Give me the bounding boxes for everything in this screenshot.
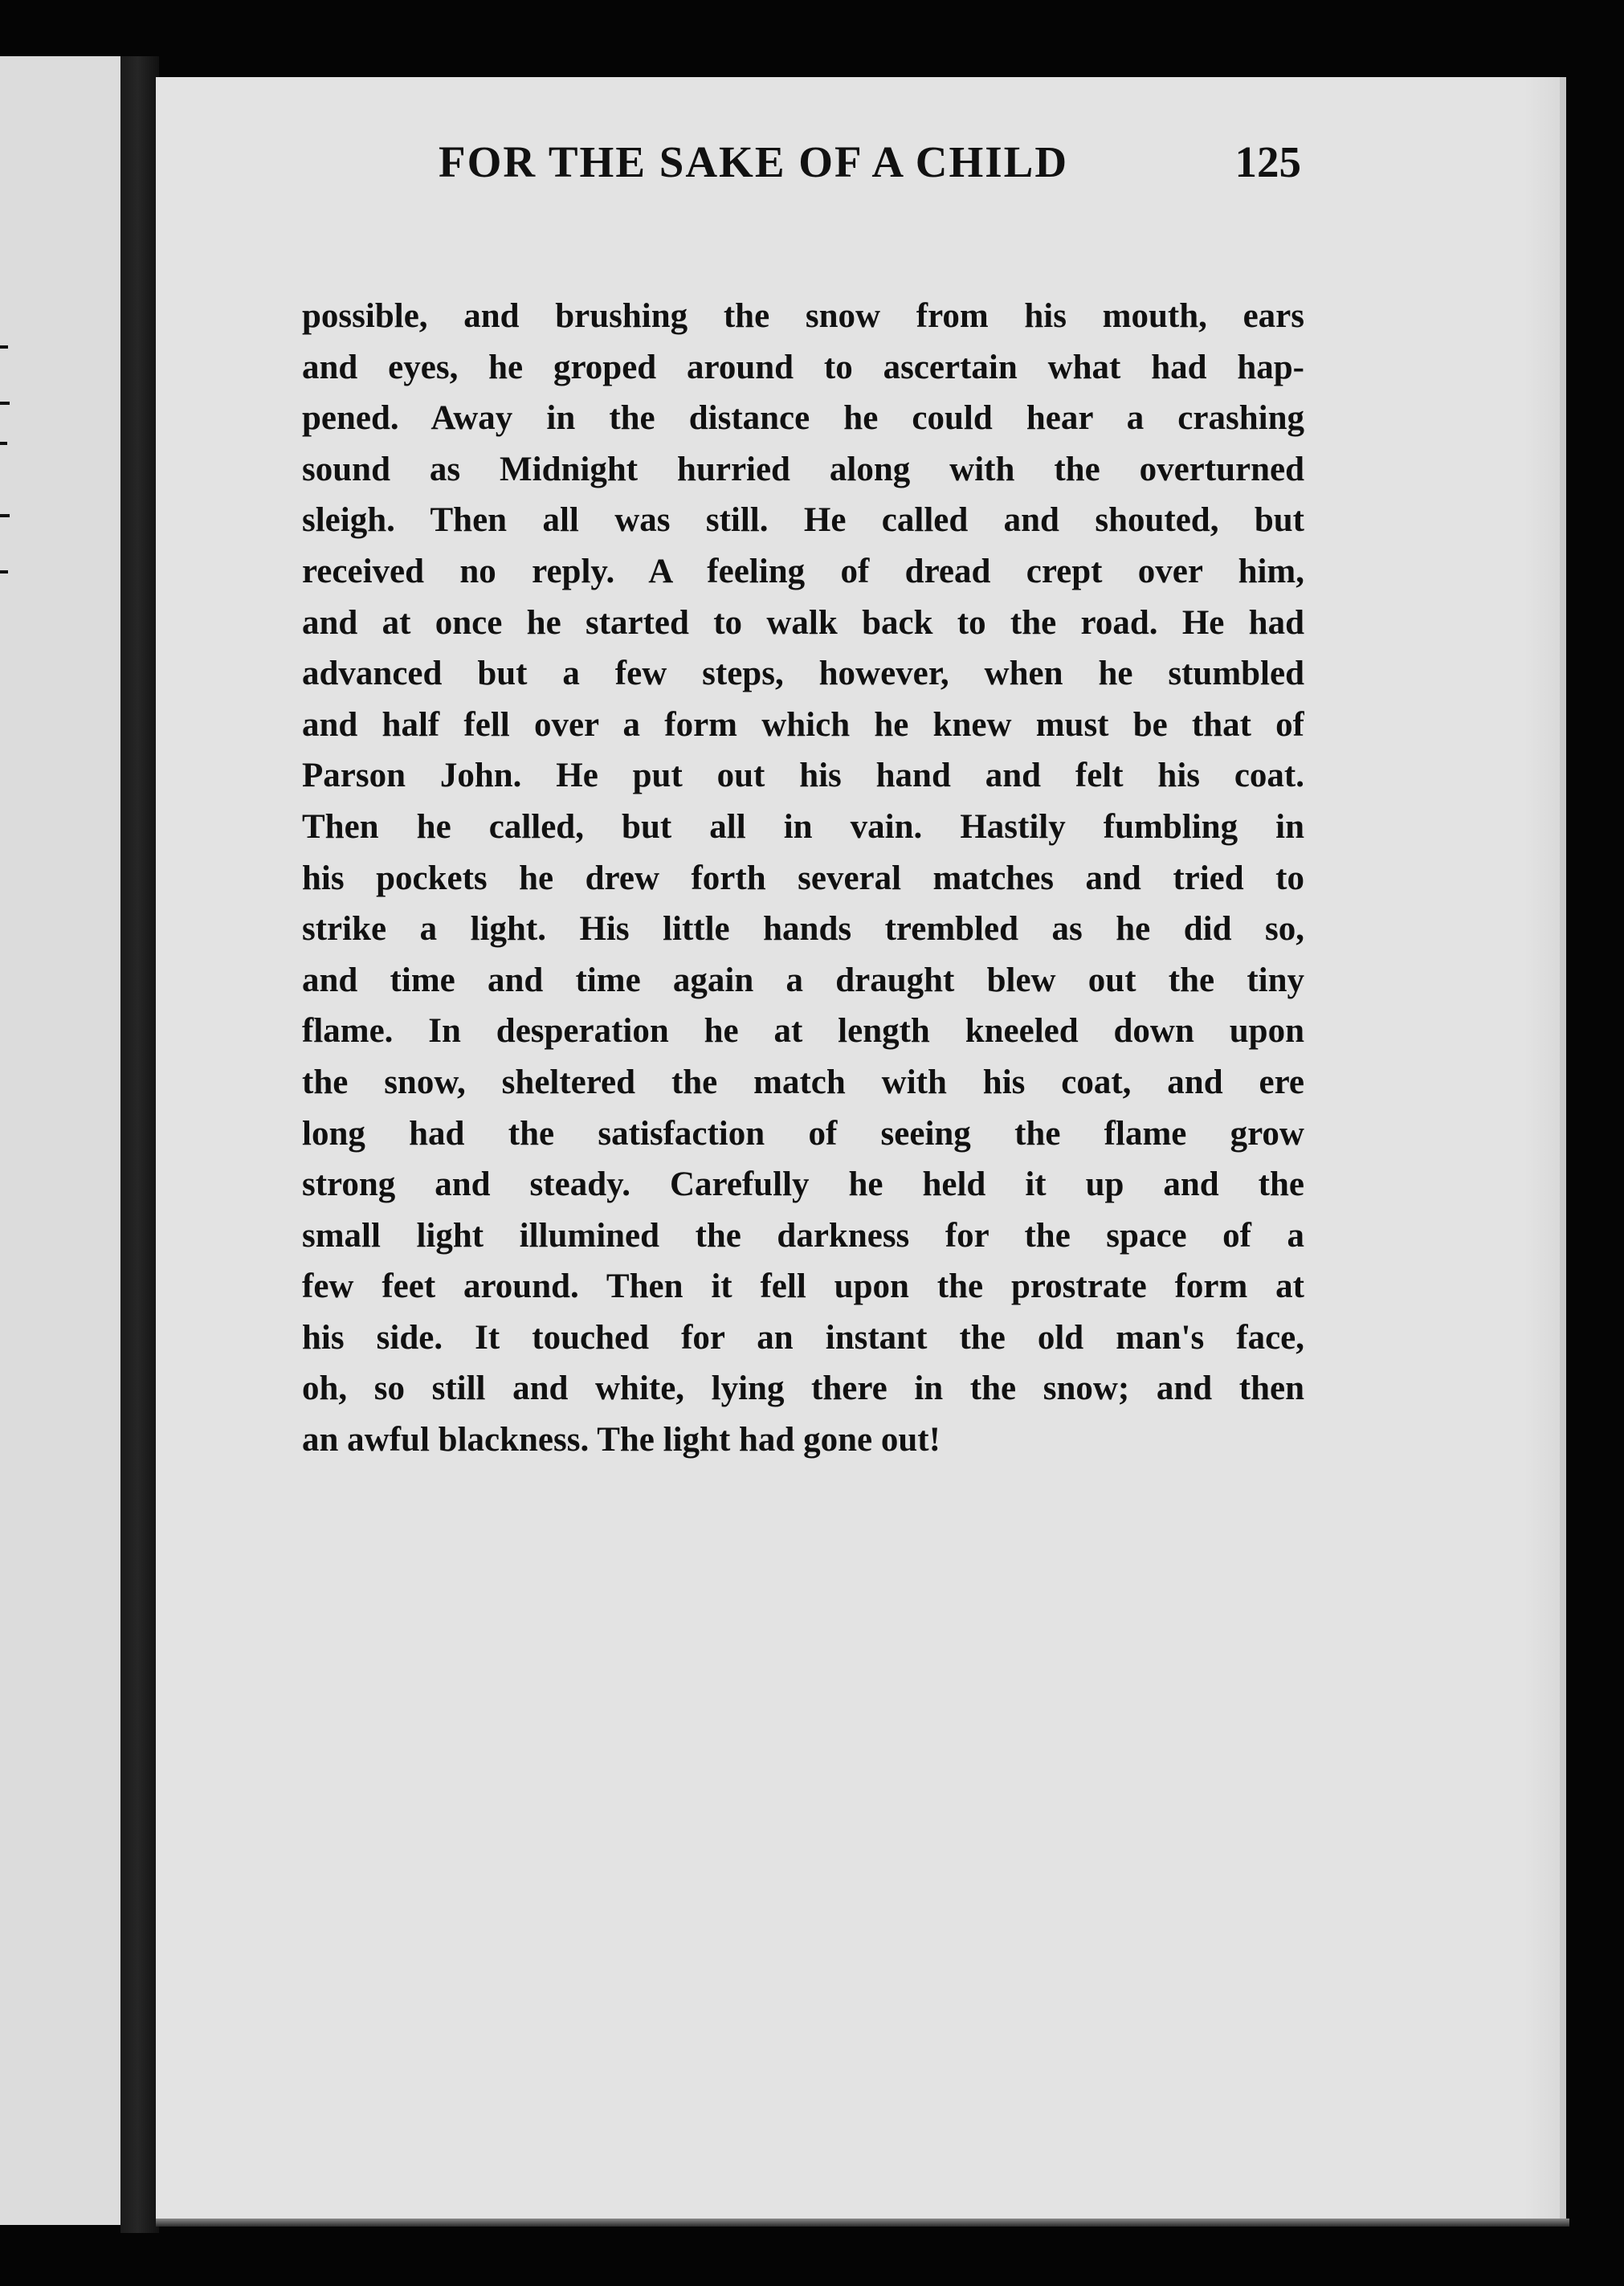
text-line-22: oh, so still and white, lying there in the snow; and then — [302, 1370, 1304, 1408]
text-line-7: and at once he started to walk back to the road. He had — [302, 603, 1304, 642]
text-line-15: flame. In desperation he at length kneeled down upon — [302, 1012, 1304, 1051]
text-line-16: the snow, sheltered the match with his coat, and ere — [302, 1063, 1304, 1101]
page-number: 125 — [1234, 137, 1301, 186]
body-text — [302, 291, 1304, 1466]
text-line-1: possible, and brushing the snow from his mouth, ears — [302, 297, 1304, 335]
text-line-21: his side. It touched for an instant the old man's face, — [302, 1318, 1304, 1357]
text-line-13: strike a light. His little hands trembled as he did so, — [302, 910, 1304, 949]
text-line-23: an awful blackness. The light had gone out! — [302, 1421, 941, 1459]
text-line-18: strong and steady. Carefully he held it up and the — [302, 1165, 1304, 1204]
text-line-14: and time and time again a draught blew out the tiny — [302, 961, 1304, 999]
text-line-8: advanced but a few steps, however, when he stumbled — [302, 655, 1304, 693]
text-line-17: long had the satisfaction of seeing the flame grow — [302, 1114, 1304, 1153]
left-page-edge — [0, 56, 120, 2225]
text-line-5: sleigh. Then all was still. He called and shouted, but — [302, 501, 1304, 540]
text-line-19: small light illumined the darkness for the space of a — [302, 1216, 1304, 1255]
text-line-9: and half fell over a form which he knew must be that of — [302, 705, 1304, 744]
page-right-shade — [1524, 77, 1566, 2225]
book-gutter — [120, 56, 159, 2233]
text-line-6: received no reply. A feeling of dread crept over him, — [302, 552, 1304, 590]
text-line-10: Parson John. He put out his hand and felt his coat. — [302, 757, 1304, 795]
text-line-2: and eyes, he groped around to ascertain what had hap- — [302, 348, 1304, 386]
text-line-4: sound as Midnight hurried along with the overturned — [302, 450, 1304, 488]
page-bottom-edge — [156, 2219, 1569, 2227]
text-line-11: Then he called, but all in vain. Hastily fumbling in — [302, 807, 1304, 846]
text-line-3: pened. Away in the distance he could hear a crashing — [302, 399, 1304, 438]
text-line-20: few feet around. Then it fell upon the prostrate form at — [302, 1268, 1304, 1306]
running-title: FOR THE SAKE OF A CHILD — [439, 137, 1069, 186]
left-page-text-fragments — [0, 313, 14, 618]
page-header — [297, 120, 1301, 204]
text-line-12: his pockets he drew forth several matches and tried to — [302, 859, 1304, 897]
